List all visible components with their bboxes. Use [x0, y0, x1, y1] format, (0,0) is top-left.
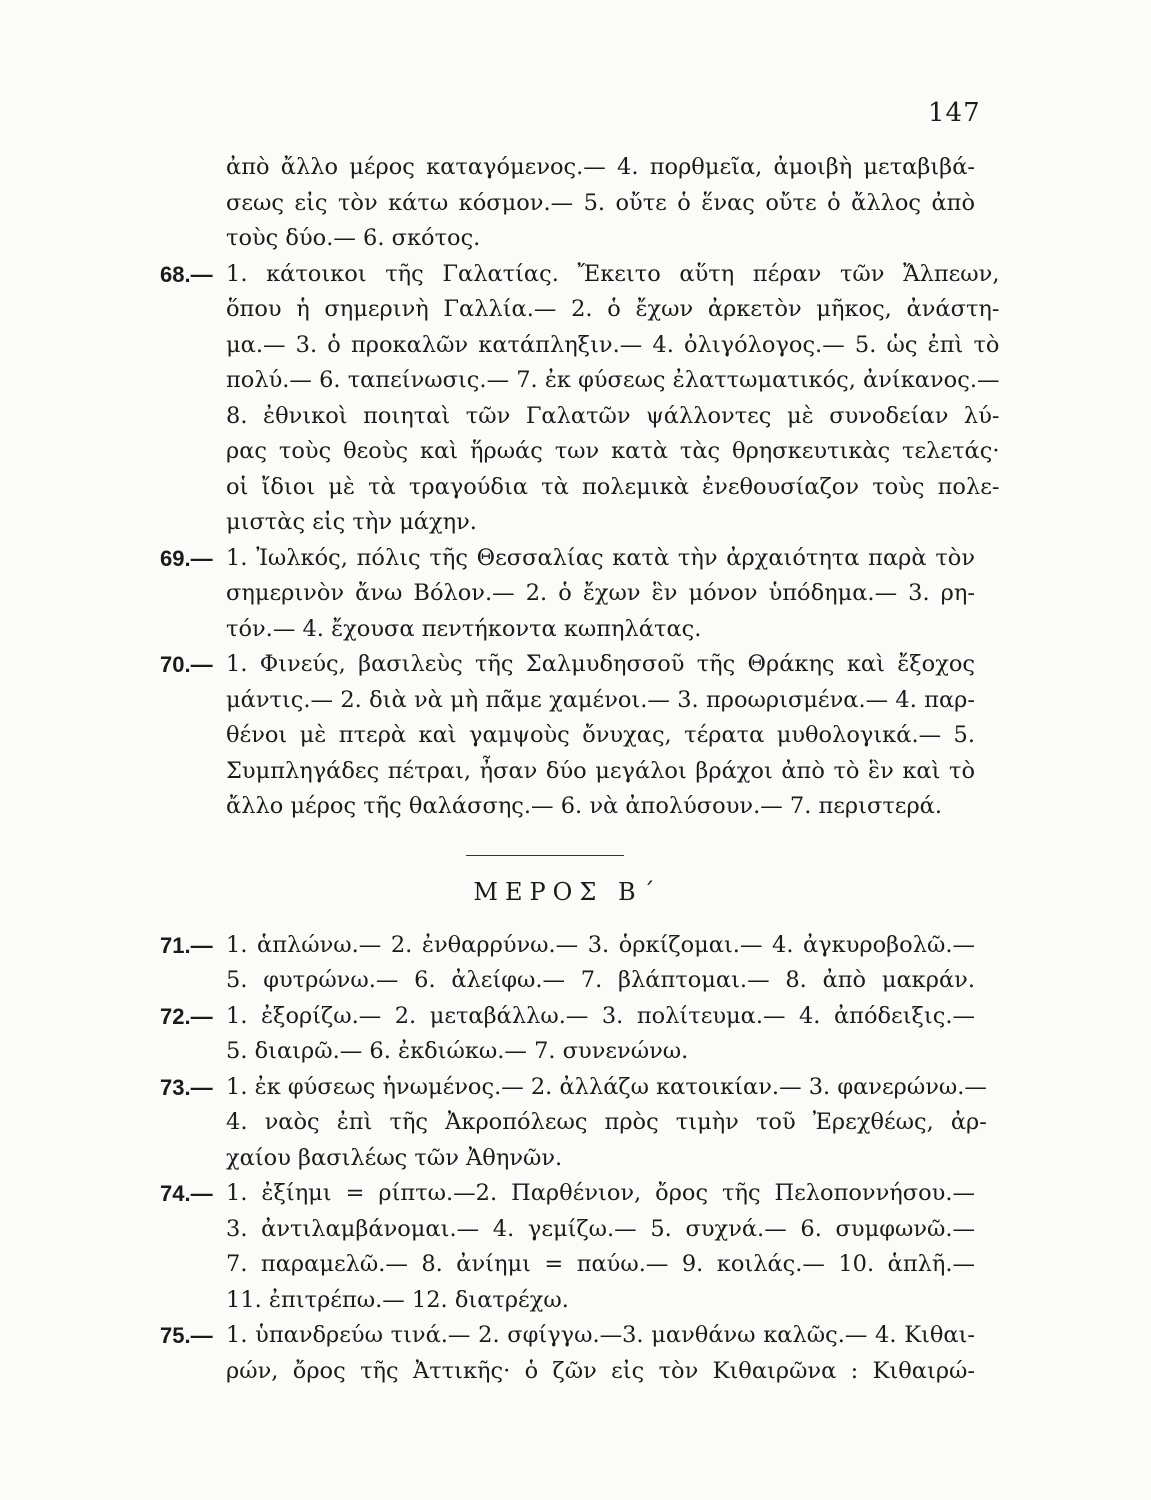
text-line: 4. ναὸς ἐπὶ τῆς Ἀκροπόλεως πρὸς τιμὴν τοῦ Ἐρεχθέως, ἀρ- [226, 1109, 987, 1135]
text-line: ρών, ὄρος τῆς Ἀττικῆς· ὁ ζῶν εἰς τὸν Κιθαιρῶνα : Κιθαιρώ- [226, 1357, 975, 1384]
text-line: ρας τοὺς θεοὺς καὶ ἥρωάς των κατὰ τὰς θρησκευτικὰς τελετάς· [226, 438, 1000, 464]
entry-number: 72.— [160, 1003, 213, 1029]
text-line: 1. ὑπανδρεύω τινά.— 2. σφίγγω.—3. μανθάνω καλῶς.— 4. Κιθαι- [226, 1322, 975, 1348]
page-body [160, 150, 1000, 1389]
text-line: μα.— 3. ὁ προκαλῶν κατάπληξιν.— 4. ὀλιγόλογος.— 5. ὡς ἐπὶ τὸ [226, 331, 1000, 358]
entry-73 [160, 1070, 987, 1177]
text-line: 1. Φινεύς, βασιλεὺς τῆς Σαλμυδησσοῦ τῆς Θράκης καὶ ἔξοχος [226, 651, 975, 677]
text-line: ἄλλο μέρος τῆς θαλάσσης.— 6. νὰ ἀπολύσουν.— 7. περιστερά. [226, 793, 943, 819]
entry-number: 71.— [160, 932, 213, 958]
text-line: πολύ.— 6. ταπείνωσις.— 7. ἐκ φύσεως ἐλαττωματικός, ἀνίκανος.— [226, 367, 1000, 393]
entry-number: 68.— [160, 261, 213, 287]
text-line: Συμπληγάδες πέτραι, ἦσαν δύο μεγάλοι βράχοι ἀπὸ τὸ ἓν καὶ τὸ [226, 757, 975, 784]
entry-69 [160, 541, 975, 648]
text-line: 5. διαιρῶ.— 6. ἐκδιώκω.— 7. συνενώνω. [226, 1038, 689, 1064]
text-line: 1. κάτοικοι τῆς Γαλατίας. Ἔκειτο αὕτη πέραν τῶν Ἄλπεων, [226, 260, 1000, 287]
text-line: οἱ ἴδιοι μὲ τὰ τραγούδια τὰ πολεμικὰ ἐνεθουσίαζον τοὺς πολε- [226, 473, 1000, 500]
entry-number: 69.— [160, 545, 213, 571]
entry-number: 70.— [160, 652, 213, 677]
text-line: 1. ἐξορίζω.— 2. μεταβάλλω.— 3. πολίτευμα.— 4. ἀπόδειξις.— [226, 1002, 975, 1029]
part-heading: ΜΕΡΟΣ Β΄ [473, 877, 662, 906]
text-line: σημερινὸν ἄνω Βόλον.— 2. ὁ ἔχων ἓν μόνον ὑπόδημα.— 3. ρη- [226, 580, 975, 606]
entry-74 [160, 1176, 975, 1318]
entry-number: 74.— [160, 1181, 213, 1206]
entry-75 [160, 1318, 975, 1389]
text-line: 5. φυτρώνω.— 6. ἀλείφω.— 7. βλάπτομαι.— 8. ἀπὸ μακράν. [226, 967, 975, 993]
text-line: μάντις.— 2. διὰ νὰ μὴ πᾶμε χαμένοι.— 3. προωρισμένα.— 4. παρ- [226, 686, 975, 713]
section-divider [466, 855, 624, 856]
text-line: σεως εἰς τὸν κάτω κόσμον.— 5. οὔτε ὁ ἕνας οὔτε ὁ ἄλλος ἀπὸ [226, 189, 975, 216]
continuation-text [226, 150, 975, 257]
text-line: 1. ἐκ φύσεως ἡνωμένος.— 2. ἀλλάζω κατοικίαν.— 3. φανερώνω.— [226, 1073, 987, 1100]
text-line: ὅπου ἡ σημερινὴ Γαλλία.— 2. ὁ ἔχων ἀρκετὸν μῆκος, ἀνάστη- [226, 296, 1000, 322]
entry-68 [160, 257, 1000, 541]
text-line: ἀπὸ ἄλλο μέρος καταγόμενος.— 4. πορθμεῖα, ἀμοιβὴ μεταβιβά- [226, 154, 975, 180]
page-number: 147 [928, 98, 981, 128]
text-line: 11. ἐπιτρέπω.— 12. διατρέχω. [226, 1286, 569, 1313]
text-line: τοὺς δύο.— 6. σκότος. [226, 225, 481, 251]
entry-number: 73.— [160, 1074, 213, 1100]
text-line: 3. ἀντιλαμβάνομαι.— 4. γεμίζω.— 5. συχνά.— 6. συμφωνῶ.— [226, 1215, 975, 1242]
text-line: 8. ἐθνικοὶ ποιηταὶ τῶν Γαλατῶν ψάλλοντες μὲ συνοδείαν λύ- [226, 402, 1000, 429]
text-line: θένοι μὲ πτερὰ καὶ γαμψοὺς ὄνυχας, τέρατα μυθολογικά.— 5. [226, 722, 975, 748]
text-line: τόν.— 4. ἔχουσα πεντήκοντα κωπηλάτας. [226, 615, 702, 642]
entry-number: 75.— [160, 1323, 213, 1348]
entry-72 [160, 999, 975, 1070]
text-line: χαίου βασιλέως τῶν Ἀθηνῶν. [226, 1144, 563, 1171]
text-line: 1. ἁπλώνω.— 2. ἐνθαρρύνω.— 3. ὁρκίζομαι.— 4. ἀγκυροβολῶ.— [226, 931, 975, 958]
text-line: 1. Ἰωλκός, πόλις τῆς Θεσσαλίας κατὰ τὴν ἀρχαιότητα παρὰ τὸν [226, 544, 975, 571]
entry-71 [160, 928, 975, 999]
text-line: 1. ἐξίημι = ρίπτω.—2. Παρθένιον, ὄρος τῆς Πελοποννήσου.— [226, 1180, 975, 1206]
text-line: 7. παραμελῶ.— 8. ἀνίημι = παύω.— 9. κοιλάς.— 10. ἁπλῆ.— [226, 1251, 975, 1277]
entry-70 [160, 647, 975, 825]
text-line: μιστὰς εἰς τὴν μάχην. [226, 509, 477, 535]
